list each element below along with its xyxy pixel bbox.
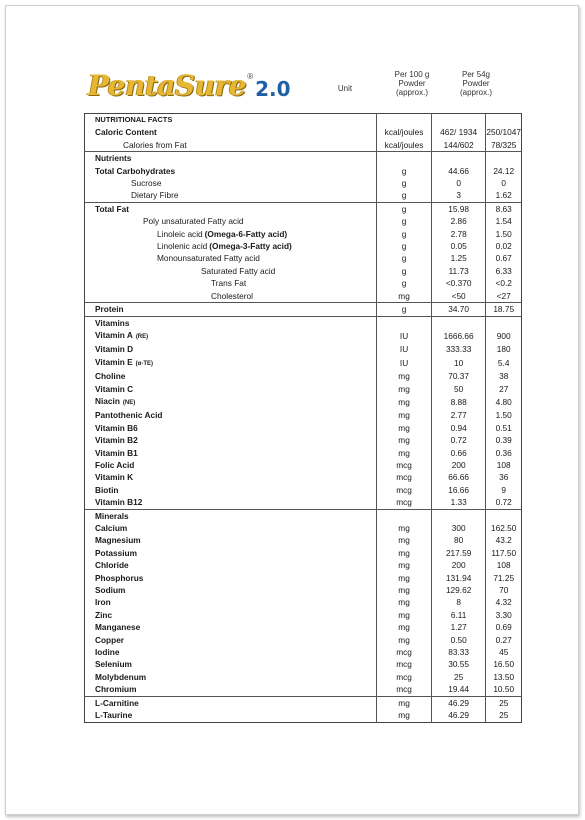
per-100g-cell: 34.70 (431, 303, 486, 316)
section-header-row (85, 509, 522, 522)
per-54g-cell: 3.30 (486, 609, 522, 621)
nutrient-name: Cholesterol (211, 290, 253, 301)
unit-cell: g (377, 228, 432, 240)
nutrient-name: Folic Acid (95, 459, 135, 470)
nutrient-name: Potassium (95, 547, 137, 558)
unit-cell: mg (377, 584, 432, 596)
unit-cell: mg (377, 447, 432, 459)
nutrient-row (85, 522, 522, 534)
nutrient-label-cell (85, 596, 377, 608)
unit-cell: g (377, 252, 432, 264)
per-100g-cell: 70.37 (431, 370, 486, 382)
nutrient-row (85, 252, 522, 264)
logo-registered-mark: ® (247, 72, 254, 81)
nutrient-name: Linolenic acid (157, 241, 208, 252)
nutrient-label-cell (85, 240, 377, 252)
unit-cell: mg (377, 609, 432, 621)
nutrient-unit-tag: (NE) (122, 399, 136, 406)
nutrient-row (85, 572, 522, 584)
nutrient-name: Vitamin B6 (95, 422, 138, 433)
per-54g-cell: 36 (486, 471, 522, 483)
per-100g-cell: 129.62 (431, 584, 486, 596)
unit-cell: mcg (377, 671, 432, 683)
per-100g-cell: 30.55 (431, 658, 486, 670)
nutrient-name: Sodium (95, 585, 126, 596)
per-54g-cell: <27 (486, 290, 522, 303)
nutrient-label-cell (85, 139, 377, 152)
nutrient-row (85, 547, 522, 559)
per-100g-cell: 0.94 (431, 422, 486, 434)
per-54g-cell: 6.33 (486, 265, 522, 277)
nutrient-label-cell (85, 277, 377, 289)
nutrient-name: Vitamin B1 (95, 447, 138, 458)
unit-cell: mcg (377, 484, 432, 496)
nutrient-label-cell (85, 447, 377, 459)
nutrient-name: Dietary Fibre (131, 190, 179, 201)
per-100g-cell: 2.78 (431, 228, 486, 240)
nutrient-row (85, 265, 522, 277)
unit-cell: g (377, 303, 432, 316)
unit-cell: g (377, 189, 432, 202)
per-54g-cell: 0.27 (486, 634, 522, 646)
nutrient-label-cell (85, 646, 377, 658)
header-per-100g: Per 100 g Powder (approx.) (394, 70, 430, 97)
nutrient-row (85, 634, 522, 646)
nutrient-label-cell (85, 584, 377, 596)
nutrient-label-cell (85, 709, 377, 722)
nutrient-label-cell (85, 484, 377, 496)
nutrient-row (85, 228, 522, 240)
unit-cell: mg (377, 572, 432, 584)
per-100g-cell: 2.86 (431, 215, 486, 227)
per-54g-cell: 0 (486, 177, 522, 189)
per-54g-cell: 10.50 (486, 683, 522, 696)
per-54g-cell: 25 (486, 696, 522, 709)
unit-cell: mg (377, 522, 432, 534)
nutrient-sublabel: (Omega-3-Fatty acid) (209, 241, 292, 252)
per-54g-cell: 250/1047 (486, 127, 521, 138)
nutrient-name: Molybdenum (95, 671, 147, 682)
nutrient-name: Chromium (95, 684, 137, 695)
nutrient-row (85, 447, 522, 459)
unit-cell: mg (377, 409, 432, 421)
per-54g-cell: 71.25 (486, 572, 522, 584)
per-100g-cell: 16.66 (431, 484, 486, 496)
nutrient-label-cell (85, 522, 377, 534)
nutrient-unit-tag: (α-TE) (135, 360, 154, 367)
nutrient-row (85, 303, 522, 316)
nutrient-name: Saturated Fatty acid (201, 265, 276, 276)
nutrient-name: Poly unsaturated Fatty acid (143, 216, 244, 227)
nutrient-name: Total Carbohydrates (95, 165, 176, 176)
per-54g-cell: 0.72 (486, 496, 522, 509)
per-54g-cell: 0.51 (486, 422, 522, 434)
unit-cell: g (377, 202, 432, 215)
nutrient-label-cell (85, 265, 377, 277)
per-100g-cell: <0.370 (431, 277, 486, 289)
per-54g-cell: 1.62 (486, 189, 522, 202)
nutrient-row (85, 177, 522, 189)
nutrient-label-cell (85, 434, 377, 446)
header-unit: Unit (337, 84, 353, 93)
nutrient-name: Calcium (95, 523, 128, 533)
per-100g-cell: 0.72 (431, 434, 486, 446)
nutrient-name: Choline (95, 371, 126, 382)
per-54g-cell: 1.54 (486, 215, 522, 227)
nutrient-label-cell (85, 189, 377, 202)
per-100g-cell: 200 (431, 559, 486, 571)
per-100g-cell: 46.29 (431, 696, 486, 709)
nutrient-label-cell (85, 559, 377, 571)
unit-cell: g (377, 265, 432, 277)
nutrient-row (85, 434, 522, 446)
per-100g-cell: 15.98 (431, 202, 486, 215)
section-header-row (85, 152, 522, 165)
table-title: NUTRITIONAL FACTS (95, 115, 173, 124)
nutrient-row (85, 658, 522, 670)
nutrient-name: Zinc (95, 609, 113, 620)
per-54g-cell: 16.50 (486, 658, 522, 670)
unit-cell: mg (377, 434, 432, 446)
section-label: Minerals (85, 509, 377, 522)
unit-cell: IU (377, 329, 432, 343)
nutrient-name: Niacin (95, 395, 120, 406)
per-54g-cell: 13.50 (486, 671, 522, 683)
unit-cell: mcg (377, 496, 432, 509)
nutrient-name: Selenium (95, 659, 132, 670)
nutrient-name: Total Fat (95, 203, 129, 214)
nutrient-name: Phosphorus (95, 572, 144, 583)
nutrient-name: Magnesium (95, 535, 141, 546)
nutrient-name: Calories from Fat (123, 139, 187, 150)
per-54g-cell: 0.02 (486, 240, 522, 252)
nutrient-row (85, 395, 522, 409)
unit-cell: mcg (377, 646, 432, 658)
unit-cell: kcal/joules (377, 139, 432, 152)
per-100g-cell: 0.66 (431, 447, 486, 459)
per-54g-cell: 5.4 (486, 356, 522, 370)
nutrient-row (85, 484, 522, 496)
nutrient-row (85, 189, 522, 202)
unit-cell: mg (377, 634, 432, 646)
nutrient-row (85, 329, 522, 343)
nutrient-label-cell (85, 370, 377, 382)
nutrient-name: Protein (95, 304, 124, 315)
per-54g-cell: 18.75 (486, 303, 522, 316)
per-100g-cell: 8.88 (431, 395, 486, 409)
per-100g-cell: 0.50 (431, 634, 486, 646)
nutrient-name: Sucrose (131, 178, 162, 189)
per-100g-cell: 80 (431, 534, 486, 546)
nutrient-label-cell (85, 356, 377, 370)
nutrient-row (85, 422, 522, 434)
nutrient-label-cell (85, 547, 377, 559)
nutrient-name: Trans Fat (211, 278, 247, 289)
table-title-row (85, 114, 522, 127)
nutrient-label-cell (85, 471, 377, 483)
unit-cell: mcg (377, 471, 432, 483)
per-100g-cell: 0.05 (431, 240, 486, 252)
per-100g-cell: 11.73 (431, 265, 486, 277)
nutrient-name: L-Carnitine (95, 697, 139, 708)
nutrient-row (85, 356, 522, 370)
per-54g-cell: 38 (486, 370, 522, 382)
nutrient-name: Vitamin E (95, 356, 133, 367)
nutrient-row (85, 370, 522, 382)
nutrient-label-cell (85, 534, 377, 546)
per-54g-cell: 0.69 (486, 621, 522, 633)
header-per-54g: Per 54g Powder (approx.) (459, 70, 492, 97)
nutrient-label-cell (85, 496, 377, 509)
per-100g-cell: 2.77 (431, 409, 486, 421)
nutrient-row (85, 696, 522, 709)
nutrient-row (85, 584, 522, 596)
per-100g-cell: 1.33 (431, 496, 486, 509)
unit-cell: mcg (377, 459, 432, 471)
per-54g-cell: 27 (486, 383, 522, 395)
per-100g-cell: 6.11 (431, 609, 486, 621)
section-header-row (85, 316, 522, 329)
nutrient-name: Vitamin D (95, 344, 134, 355)
nutrient-name: Vitamin B12 (95, 497, 143, 508)
nutrient-row (85, 596, 522, 608)
nutrient-label-cell (85, 609, 377, 621)
per-54g-cell: 45 (486, 646, 522, 658)
per-54g-cell: 108 (486, 459, 522, 471)
unit-cell: mg (377, 534, 432, 546)
unit-cell: g (377, 165, 432, 177)
per-54g-cell: 162.50 (486, 522, 522, 534)
per-54g-cell: 117.50 (486, 547, 522, 559)
per-100g-cell: 46.29 (431, 709, 486, 722)
section-label: Nutrients (85, 152, 377, 165)
nutrient-name: Vitamin A (95, 329, 133, 340)
section-label: Vitamins (85, 316, 377, 329)
unit-cell: mg (377, 290, 432, 303)
per-100g-cell: 462/ 1934 (431, 126, 486, 138)
nutrient-label-cell (85, 290, 377, 303)
nutrient-label-cell (85, 252, 377, 264)
per-100g-cell: 217.59 (431, 547, 486, 559)
unit-cell: kcal/joules (377, 126, 432, 138)
nutrient-label-cell (85, 459, 377, 471)
per-54g-cell: 900 (486, 329, 522, 343)
per-54g-cell: 24.12 (486, 165, 522, 177)
nutrient-name: Chloride (95, 560, 129, 571)
unit-cell: g (377, 277, 432, 289)
unit-cell: g (377, 215, 432, 227)
nutrient-row (85, 709, 522, 722)
nutrient-row (85, 290, 522, 303)
nutrient-row (85, 343, 522, 355)
nutrient-sublabel: (Omega-6-Fatty acid) (204, 228, 288, 239)
nutrient-label-cell (85, 395, 377, 409)
nutrient-label-cell (85, 343, 377, 355)
unit-cell: mg (377, 596, 432, 608)
nutrient-unit-tag: (RE) (135, 333, 149, 340)
unit-cell: g (377, 240, 432, 252)
nutrient-name: Monounsaturated Fatty acid (157, 253, 260, 264)
nutrient-label-cell (85, 572, 377, 584)
per-54g-cell: 8.63 (486, 202, 522, 215)
nutrient-label-cell (85, 126, 377, 138)
unit-cell: IU (377, 356, 432, 370)
per-54g-cell: <0.2 (486, 277, 522, 289)
per-100g-cell: 144/602 (431, 139, 486, 152)
per-100g-cell: 0 (431, 177, 486, 189)
nutrition-table (84, 113, 522, 723)
nutrient-row (85, 277, 522, 289)
nutrient-name: Manganese (95, 622, 141, 633)
per-100g-cell: 3 (431, 189, 486, 202)
per-54g-cell: 43.2 (486, 534, 522, 546)
nutrient-row (85, 646, 522, 658)
per-100g-cell: 10 (431, 356, 486, 370)
nutrient-name: Vitamin C (95, 383, 134, 394)
per-54g-cell: 4.32 (486, 596, 522, 608)
nutrient-row (85, 202, 522, 215)
unit-cell: mg (377, 709, 432, 722)
nutrient-row (85, 471, 522, 483)
nutrient-label-cell (85, 228, 377, 240)
nutrient-label-cell (85, 165, 377, 177)
per-100g-cell: 131.94 (431, 572, 486, 584)
nutrient-label-cell (85, 409, 377, 421)
per-100g-cell: 66.66 (431, 471, 486, 483)
per-54g-cell: 78/325 (486, 139, 522, 152)
per-54g-cell: 9 (486, 484, 522, 496)
per-54g-cell: 108 (486, 559, 522, 571)
per-100g-cell: 1.27 (431, 621, 486, 633)
nutrient-row (85, 671, 522, 683)
per-100g-cell: 25 (431, 671, 486, 683)
nutrient-name: Pantothenic Acid (95, 410, 163, 421)
per-100g-cell: 19.44 (431, 683, 486, 696)
product-logo (88, 69, 291, 102)
per-54g-cell: 0.36 (486, 447, 522, 459)
nutrient-row (85, 496, 522, 509)
nutrient-name: Vitamin K (95, 472, 134, 483)
logo-brand: PentaSure (88, 69, 247, 102)
nutrient-label-cell (85, 621, 377, 633)
per-100g-cell: 44.66 (431, 165, 486, 177)
nutrient-row (85, 126, 522, 138)
per-54g-cell: 0.67 (486, 252, 522, 264)
per-100g-cell: 1.25 (431, 252, 486, 264)
nutrient-row (85, 165, 522, 177)
nutrient-label-cell (85, 683, 377, 696)
per-100g-cell: 1666.66 (431, 329, 486, 343)
nutrient-name: Linoleic acid (157, 228, 203, 239)
nutrient-row (85, 621, 522, 633)
nutrient-name: Caloric Content (95, 127, 157, 138)
nutrient-row (85, 559, 522, 571)
per-54g-cell: 180 (486, 343, 522, 355)
per-100g-cell: 300 (431, 522, 486, 534)
nutrient-label-cell (85, 383, 377, 395)
nutrient-row (85, 534, 522, 546)
per-54g-cell: 4.80 (486, 395, 522, 409)
per-100g-cell: <50 (431, 290, 486, 303)
nutrient-row (85, 409, 522, 421)
nutrient-label-cell (85, 215, 377, 227)
per-100g-cell: 8 (431, 596, 486, 608)
unit-cell: mcg (377, 658, 432, 670)
nutrient-name: Biotin (95, 484, 119, 495)
per-100g-cell: 83.33 (431, 646, 486, 658)
nutrient-row (85, 459, 522, 471)
nutrient-label-cell (85, 422, 377, 434)
unit-cell: g (377, 177, 432, 189)
nutrient-name: Iron (95, 597, 111, 608)
nutrient-name: L-Taurine (95, 710, 133, 721)
per-100g-cell: 200 (431, 459, 486, 471)
nutrient-row (85, 683, 522, 696)
nutrient-label-cell (85, 303, 377, 316)
unit-cell: mg (377, 696, 432, 709)
per-54g-cell: 25 (486, 709, 522, 722)
nutrient-name: Iodine (95, 647, 120, 658)
nutrient-row (85, 240, 522, 252)
unit-cell: mg (377, 422, 432, 434)
nutrient-label-cell (85, 658, 377, 670)
nutrient-row (85, 215, 522, 227)
nutrient-row (85, 383, 522, 395)
per-54g-cell: 1.50 (486, 409, 522, 421)
unit-cell: mg (377, 547, 432, 559)
nutrient-label-cell (85, 177, 377, 189)
nutrient-label-cell (85, 634, 377, 646)
unit-cell: mg (377, 395, 432, 409)
nutrient-label-cell (85, 696, 377, 709)
nutrient-row (85, 139, 522, 152)
nutrient-label-cell (85, 202, 377, 215)
per-100g-cell: 50 (431, 383, 486, 395)
unit-cell: mg (377, 559, 432, 571)
nutrient-name: Vitamin B2 (95, 435, 138, 446)
unit-cell: mg (377, 370, 432, 382)
nutrient-label-cell (85, 329, 377, 343)
unit-cell: mg (377, 383, 432, 395)
per-100g-cell: 333.33 (431, 343, 486, 355)
nutrient-name: Copper (95, 634, 125, 645)
nutrient-label-cell (85, 671, 377, 683)
nutrient-row (85, 609, 522, 621)
per-54g-cell: 1.50 (486, 228, 522, 240)
per-54g-cell: 0.39 (486, 434, 522, 446)
logo-version: 2.0 (255, 77, 291, 101)
unit-cell: IU (377, 343, 432, 355)
unit-cell: mcg (377, 683, 432, 696)
per-54g-cell: 70 (486, 584, 522, 596)
unit-cell: mg (377, 621, 432, 633)
